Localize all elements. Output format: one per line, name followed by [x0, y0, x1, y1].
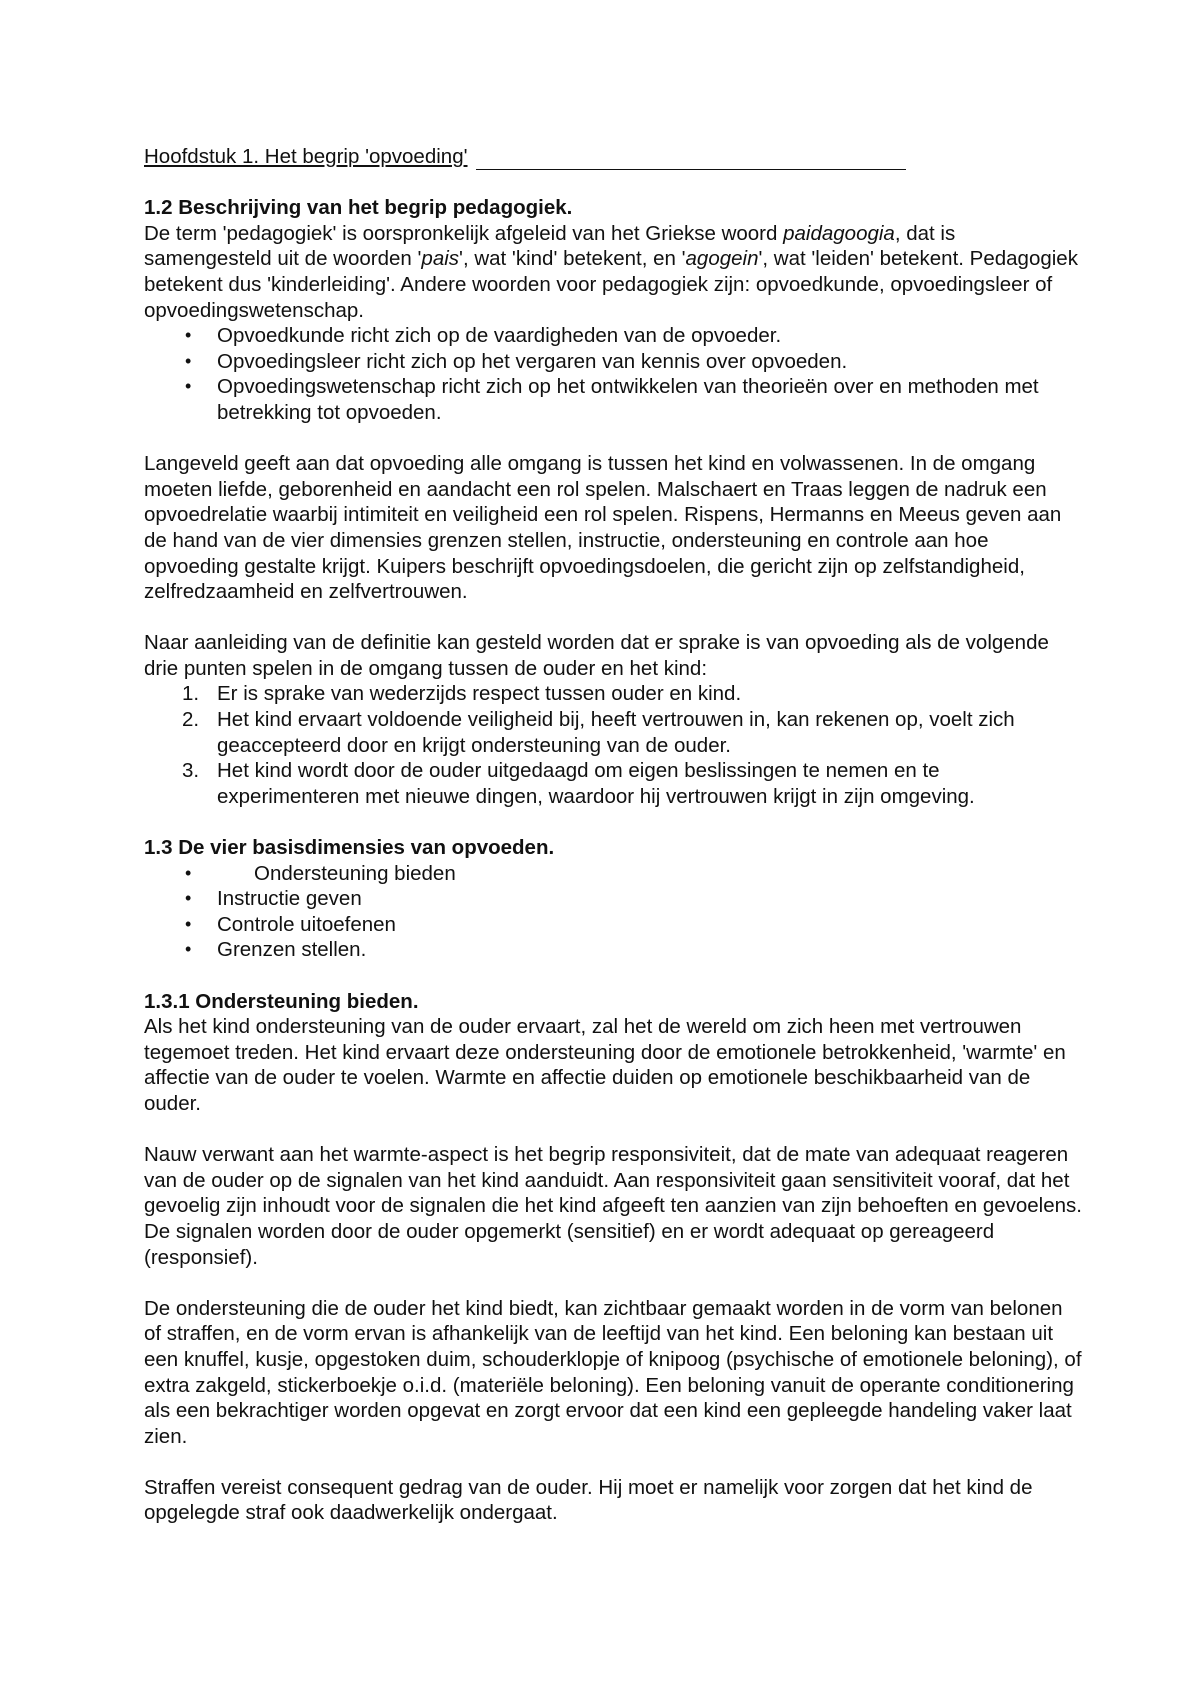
list-item [144, 707, 1084, 758]
list-item-text: Controle uitoefenen [217, 912, 396, 936]
spacer [144, 1449, 1084, 1475]
section-heading-1-3-1: 1.3.1 Ondersteuning bieden. [144, 989, 419, 1013]
intro-text-c: ', wat 'kind' betekent, en ' [459, 247, 686, 271]
list-item [144, 323, 1084, 349]
list-item [144, 937, 1084, 963]
bullet-icon: • [185, 376, 192, 397]
intro-text-a: De term 'pedagogiek' is oorspronkelijk afgeleid van het Griekse woord [144, 221, 784, 245]
list-number: 2. [182, 708, 200, 732]
paragraph-definition: Naar aanleiding van de definitie kan gesteld worden dat er sprake is van opvoeding als de volgende drie punten spelen in de omgang tussen de ouder en het kind: [144, 631, 1049, 680]
intro-term-agogein: agogein [685, 247, 759, 271]
chapter-header [144, 144, 1084, 170]
list-item-text: Er is sprake van wederzijds respect tussen ouder en kind. [217, 682, 742, 706]
basic-dimensions-list [144, 861, 1084, 963]
paragraph-langeveld: Langeveld geeft aan dat opvoeding alle omgang is tussen het kind en volwassenen. In de omgang moeten liefde, geborenheid en aandacht een rol spelen. Malschaert en Traas leggen de nadruk een opvoedrelatie waarbij intimiteit en veiligheid een rol spelen. Rispens, Hermanns en Meeus geven aan de hand van de vier dimensies grenzen stellen, instructie, ondersteuning en controle aan hoe opvoeding gestalte krijgt. Kuipers beschrijft opvoedingsdoelen, die gericht zijn op zelfstandigheid, zelfredzaamheid en zelfvertrouwen. [144, 452, 1062, 604]
list-item [144, 861, 1084, 887]
spacer [144, 426, 1084, 452]
paragraph-rewards: De ondersteuning die de ouder het kind biedt, kan zichtbaar gemaakt worden in de vorm van belonen of straffen, en de vorm ervan is afhankelijk van de leeftijd van het kind. Een beloning kan bestaan uit een knuffel, kusje, opgestoken duim, schouderklopje of knipoog (psychische of emotionele beloning), of extra zakgeld, stickerboekje o.i.d. (materiële beloning). Een beloning vanuit de operante conditionering als een bekrachtiger worden opgevat en zorgt ervoor dat een kind een gepleegde handeling vaker laat zien. [144, 1296, 1082, 1448]
list-item [144, 374, 1084, 425]
list-item [144, 349, 1084, 375]
intro-text-b: , dat is samengesteld uit de woorden ' [144, 221, 956, 271]
list-number: 3. [182, 759, 200, 783]
section-heading-1-3: 1.3 De vier basisdimensies van opvoeden. [144, 836, 555, 860]
header-underline-rule [476, 150, 906, 170]
list-item-text: Ondersteuning bieden [254, 861, 456, 885]
document-page [144, 144, 1084, 1526]
list-item [144, 758, 1084, 809]
bullet-icon: • [185, 350, 192, 371]
list-item-text: Opvoedingsleer richt zich op het vergaren van kennis over opvoeden. [217, 349, 848, 373]
bullet-icon: • [185, 862, 192, 883]
section-heading-1-2: 1.2 Beschrijving van het begrip pedagogiek. [144, 196, 573, 220]
pedagogy-terms-list [144, 323, 1084, 425]
spacer [144, 1117, 1084, 1143]
list-item-text: Het kind wordt door de ouder uitgedaagd om eigen beslissingen te nemen en te experimenteren met nieuwe dingen, waardoor hij vertrouwen krijgt in zijn omgeving. [217, 759, 975, 808]
chapter-title: Hoofdstuk 1. Het begrip 'opvoeding' [144, 145, 468, 168]
list-item-text: Het kind ervaart voldoende veiligheid bij, heeft vertrouwen in, kan rekenen op, voelt zich geaccepteerd door en krijgt ondersteuning van de ouder. [217, 708, 1015, 757]
bullet-icon: • [185, 325, 192, 346]
spacer [144, 963, 1084, 989]
list-item [144, 912, 1084, 938]
bullet-icon: • [185, 913, 192, 934]
bullet-icon: • [185, 888, 192, 909]
list-item [144, 681, 1084, 707]
education-criteria-list [144, 681, 1084, 809]
spacer [144, 809, 1084, 835]
list-item [144, 886, 1084, 912]
spacer [144, 1270, 1084, 1296]
list-item-text: Opvoedingswetenschap richt zich op het ontwikkelen van theorieën over en methoden met betrekking tot opvoeden. [217, 375, 1039, 424]
paragraph-intro [144, 221, 1084, 323]
list-number: 1. [182, 682, 200, 706]
paragraph-punishment: Straffen vereist consequent gedrag van de ouder. Hij moet er namelijk voor zorgen dat het kind de opgelegde straf ook daadwerkelijk ondergaat. [144, 1475, 1033, 1525]
paragraph-support: Als het kind ondersteuning van de ouder ervaart, zal het de wereld om zich heen met vertrouwen tegemoet treden. Het kind ervaart deze ondersteuning door de emotionele betrokkenheid, 'warmte' en affectie van de ouder te voelen. Warmte en affectie duiden op emotionele beschikbaarheid van de ouder. [144, 1015, 1066, 1115]
list-item-text: Opvoedkunde richt zich op de vaardigheden van de opvoeder. [217, 324, 782, 348]
list-item-text: Grenzen stellen. [217, 938, 367, 962]
spacer [144, 605, 1084, 631]
bullet-icon: • [185, 939, 192, 960]
list-item-text: Instructie geven [217, 887, 362, 911]
intro-term-pais: pais [421, 247, 460, 271]
intro-text-d: ', wat 'leiden' betekent. Pedagogiek betekent dus 'kinderleiding'. Andere woorden voor pedagogiek zijn: opvoedkunde, opvoedingsleer of opvoedingswetenschap. [144, 247, 1078, 322]
intro-term-paidagoogia: paidagoogia [783, 221, 895, 245]
paragraph-responsiveness: Nauw verwant aan het warmte-aspect is het begrip responsiviteit, dat de mate van adequaat reageren van de ouder op de signalen van het kind aanduidt. Aan responsiviteit gaan sensitiviteit vooraf, dat het gevoelig zijn inhoudt voor de signalen die het kind afgeeft ten aanzien van zijn behoeften en gevoelens. De signalen worden door de ouder opgemerkt (sensitief) en er wordt adequaat op gereageerd (responsief). [144, 1143, 1082, 1269]
